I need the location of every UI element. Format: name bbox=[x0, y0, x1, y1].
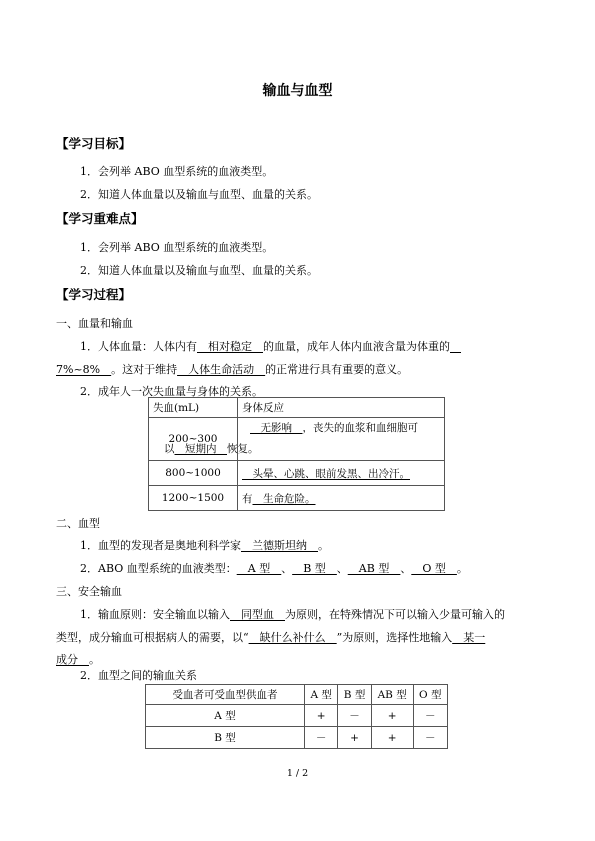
text: 2．ABO 血型系统的血液类型： bbox=[80, 562, 237, 575]
blood-volume-line-2 bbox=[56, 361, 408, 377]
text: 恢复。 bbox=[227, 443, 259, 455]
goal-item: 1．会列举 ABO 血型系统的血液类型。 bbox=[80, 165, 274, 178]
blank-answer: __同型血__ bbox=[230, 608, 285, 621]
table-header: O 型 bbox=[413, 685, 447, 705]
blank-answer: __生命危险。 bbox=[252, 492, 316, 505]
text: 有 bbox=[242, 492, 253, 505]
text: 1．输血原则：安全输血以输入 bbox=[80, 608, 230, 621]
text: 。这对于维持 bbox=[111, 363, 178, 376]
table-cell: － bbox=[413, 705, 447, 727]
transfusion-principle bbox=[80, 606, 505, 622]
table-cell: － bbox=[413, 727, 447, 749]
text: 1．人体血量：人体内有 bbox=[80, 340, 197, 353]
blood-volume-line bbox=[80, 338, 461, 354]
text: 类型，成分输血可根据病人的需要，以“ bbox=[56, 631, 249, 644]
section-3-title: 三、安全输血 bbox=[56, 585, 122, 598]
key-points-heading: 【学习重难点】 bbox=[56, 211, 144, 226]
transfusion-table bbox=[145, 684, 448, 749]
page-title: 输血与血型 bbox=[262, 83, 333, 99]
text: 为原则，在特殊情况下可以输入少量可输入的 bbox=[285, 608, 505, 621]
table-header: 失血(mL) bbox=[149, 398, 238, 418]
table-cell bbox=[238, 486, 445, 511]
table-row bbox=[146, 727, 448, 749]
table-cell: + bbox=[371, 727, 413, 749]
table-cell: A 型 bbox=[146, 705, 305, 727]
key-point-item: 1．会列举 ABO 血型系统的血液类型。 bbox=[80, 241, 274, 254]
text: 。 bbox=[318, 539, 329, 552]
table-cell: － bbox=[305, 727, 338, 749]
process-heading: 【学习过程】 bbox=[56, 287, 132, 302]
blank-answer: __ bbox=[450, 340, 461, 353]
text: 以 bbox=[164, 443, 175, 455]
text: 1．血型的发现者是奥地利科学家 bbox=[80, 539, 241, 552]
page-number: 1 / 2 bbox=[286, 768, 309, 779]
table-header: 身体反应 bbox=[238, 398, 445, 418]
key-point-item: 2．知道人体血量以及输血与血型、血量的关系。 bbox=[80, 264, 318, 277]
blood-loss-intro: 2．成年人一次失血量与身体的关系。 bbox=[80, 385, 263, 398]
blood-type-discoverer bbox=[80, 537, 329, 553]
blank-answer: 7%~8%__ bbox=[56, 363, 112, 376]
table-header: B 型 bbox=[338, 685, 371, 705]
blood-loss-table bbox=[148, 397, 445, 511]
text: 。 bbox=[456, 562, 468, 575]
text: 。 bbox=[89, 653, 100, 666]
section-2-title: 二、血型 bbox=[56, 517, 100, 530]
table-row bbox=[146, 705, 448, 727]
table-cell: + bbox=[338, 727, 371, 749]
table-header: A 型 bbox=[305, 685, 338, 705]
text: ”为原则，选择性地输入 bbox=[336, 631, 453, 644]
transfusion-principle-2 bbox=[56, 629, 485, 645]
blank-answer: 成分__ bbox=[56, 653, 89, 666]
table-header: 受血者可受血型供血者 bbox=[146, 685, 305, 705]
table-header: AB 型 bbox=[371, 685, 413, 705]
goals-heading: 【学习目标】 bbox=[56, 136, 132, 151]
text: ，丧失的血浆和血细胞可 bbox=[302, 422, 418, 434]
blank-answer: __相对稳定__ bbox=[197, 340, 263, 353]
blank-answer: __缺什么补什么__ bbox=[248, 631, 337, 644]
blank-answer: __某一 bbox=[452, 631, 486, 644]
table-cell: － bbox=[338, 705, 371, 727]
text: 、 bbox=[336, 562, 348, 575]
text: 、 bbox=[281, 562, 293, 575]
abo-types-line bbox=[80, 560, 468, 576]
table-cell: 800~1000 bbox=[149, 461, 238, 486]
table-cell bbox=[238, 461, 445, 486]
table-cell: + bbox=[305, 705, 338, 727]
goal-item: 2．知道人体血量以及输血与血型、血量的关系。 bbox=[80, 188, 318, 201]
blank-answer: __A 型__ bbox=[236, 562, 282, 575]
blank-answer: __人体生命活动__ bbox=[177, 363, 266, 376]
text: 的正常进行具有重要的意义。 bbox=[265, 363, 409, 376]
blank-answer: __短期内__ bbox=[174, 443, 227, 455]
text: 的血量，成年人体内血液含量为体重的 bbox=[263, 340, 450, 353]
blank-answer: __兰德斯坦纳__ bbox=[241, 539, 318, 552]
table-cell: + bbox=[371, 705, 413, 727]
transfusion-relation-intro: 2．血型之间的输血关系 bbox=[80, 669, 197, 682]
table-cell: B 型 bbox=[146, 727, 305, 749]
blank-answer: __头晕、心跳、眼前发黑、出冷汗。 bbox=[242, 467, 410, 480]
blank-answer: __无影响__ bbox=[250, 422, 303, 434]
table-cell: 1200~1500 bbox=[149, 486, 238, 511]
blank-answer: __B 型__ bbox=[292, 562, 337, 575]
transfusion-principle-3 bbox=[56, 651, 100, 667]
blank-answer: __AB 型__ bbox=[347, 562, 401, 575]
section-1-title: 一、血量和输血 bbox=[56, 317, 133, 330]
blank-answer: __O 型__ bbox=[411, 562, 457, 575]
text: 、 bbox=[400, 562, 412, 575]
table-cell: 200~300 bbox=[149, 418, 238, 461]
